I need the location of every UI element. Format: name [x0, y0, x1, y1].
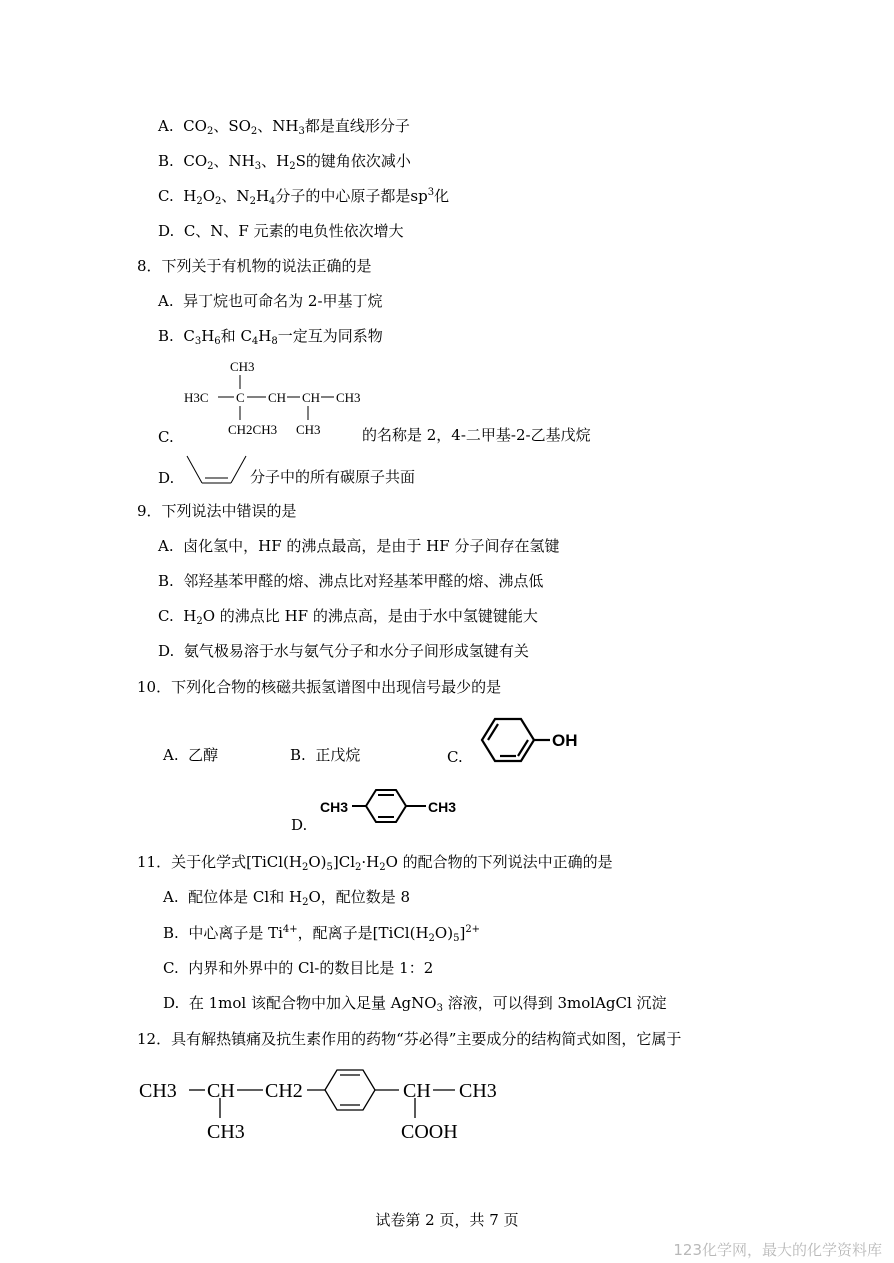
- text: 11．关于化学式[TiCl(H: [137, 853, 302, 871]
- text: 、SO: [213, 117, 251, 135]
- text: H: [255, 187, 270, 205]
- q8-stem: 8．下列关于有机物的说法正确的是: [137, 257, 372, 275]
- text: 、H: [261, 152, 290, 170]
- q8c-structure-diagram: [180, 356, 365, 440]
- q8-option-b: [158, 326, 383, 346]
- text: CO: [183, 152, 208, 170]
- option-label: D.: [158, 222, 175, 240]
- subscript: 2: [302, 897, 309, 908]
- superscript: 2+: [465, 924, 481, 935]
- subscript: 2: [249, 196, 256, 207]
- mol-ch3-bottom: CH3: [296, 422, 321, 437]
- option-text: 卤化氢中，HF 的沸点最高，是由于 HF 分子间存在氢键: [183, 537, 560, 555]
- text: O): [434, 924, 454, 942]
- subscript: 2: [206, 126, 214, 137]
- mol-ch3-top: CH3: [230, 359, 255, 374]
- text: 化: [434, 187, 450, 205]
- option-label: D.: [163, 994, 180, 1012]
- subscript: 2: [250, 126, 258, 137]
- subscript: 2: [428, 933, 435, 944]
- text: O: [202, 187, 216, 205]
- subscript: 3: [436, 1003, 443, 1014]
- text: CO: [183, 117, 207, 135]
- oh-label: OH: [552, 731, 578, 750]
- text: 在 1mol 该配合物中加入足量 AgNO: [188, 994, 437, 1012]
- option-label: D.: [158, 642, 175, 660]
- option-label: B.: [163, 924, 179, 942]
- q8-option-d-text: 分子中的所有碳原子共面: [250, 468, 416, 486]
- q7-option-d: [158, 221, 404, 241]
- option-label: C.: [158, 607, 174, 625]
- q9-option-d: [158, 641, 529, 661]
- text: H: [258, 327, 272, 345]
- text: ]Cl: [332, 853, 355, 871]
- cis-butene-skeleton-icon: [185, 453, 249, 487]
- q9-stem: 9．下列说法中错误的是: [137, 502, 297, 520]
- subscript: 2: [215, 196, 222, 207]
- p-xylene-structure-diagram: [318, 785, 463, 827]
- cooh: COOH: [401, 1121, 458, 1143]
- option-label: A.: [158, 292, 174, 310]
- subscript: 2: [196, 616, 203, 627]
- option-label: B.: [158, 327, 174, 345]
- option-label: A.: [158, 117, 174, 135]
- q9-option-c: [158, 606, 538, 626]
- ch-1: CH: [207, 1080, 235, 1102]
- text: 配位体是 Cl和 H: [188, 888, 303, 906]
- mol-h3c: H3C: [184, 390, 209, 405]
- q10-option-d-label: D.: [291, 816, 308, 834]
- q11-option-d: [163, 993, 667, 1013]
- text: 中心离子是 Ti: [188, 924, 283, 942]
- subscript: 2: [301, 862, 309, 873]
- q11-option-a: [163, 887, 410, 907]
- text: 和 C: [220, 327, 252, 345]
- q12-stem: 12．具有解热镇痛及抗生素作用的药物“芬必得”主要成分的结构简式如图，它属于: [137, 1030, 682, 1048]
- mol-ch2ch3: CH2CH3: [228, 422, 278, 437]
- option-text: 正戊烷: [315, 746, 361, 764]
- phenol-structure-diagram: [470, 710, 590, 770]
- subscript: 3: [254, 161, 262, 172]
- text: S的键角依次减小: [295, 152, 411, 170]
- q11-option-c: [163, 958, 433, 978]
- text: O 的沸点比 HF 的沸点高，是由于水中氢键键能大: [202, 607, 538, 625]
- q10-option-b: [290, 745, 360, 765]
- text: O 的配合物的下列说法中正确的是: [385, 853, 613, 871]
- option-text: 内界和外界中的 Cl-的数目比是 1：2: [188, 959, 434, 977]
- text: ]: [459, 924, 466, 942]
- option-text: 氨气极易溶于水与氨气分子和水分子间形成氢键有关: [183, 642, 529, 660]
- ch3-right: CH3: [428, 799, 457, 815]
- ch3-bottom: CH3: [207, 1121, 245, 1143]
- q7-option-c: [158, 186, 449, 206]
- subscript: 8: [271, 336, 278, 347]
- option-label: B.: [158, 572, 174, 590]
- ch2: CH2: [265, 1080, 303, 1102]
- watermark: 123化学网，最大的化学资料库: [673, 1241, 882, 1259]
- text: O): [308, 853, 327, 871]
- subscript: 4: [251, 336, 259, 347]
- q8-option-a: [158, 291, 383, 311]
- subscript: 2: [289, 161, 296, 172]
- ch-2: CH: [403, 1080, 431, 1102]
- q8-option-c-label: C.: [158, 428, 174, 446]
- option-text: 邻羟基苯甲醛的熔、沸点比对羟基苯甲醛的熔、沸点低: [183, 572, 544, 590]
- q10-option-a: [163, 745, 218, 765]
- q11-stem: [137, 852, 613, 872]
- ibuprofen-structure-diagram: [135, 1062, 515, 1146]
- text: C: [183, 327, 195, 345]
- q10-stem: 10．下列化合物的核磁共振氢谱图中出现信号最少的是: [137, 678, 502, 696]
- ch3-right: CH3: [459, 1080, 497, 1102]
- text: O，配位数是 8: [308, 888, 411, 906]
- mol-ch3-right: CH3: [336, 390, 361, 405]
- subscript: 4: [269, 196, 276, 207]
- text: H: [183, 607, 197, 625]
- q11-option-b: [163, 923, 480, 943]
- subscript: 2: [355, 862, 362, 873]
- text: H: [183, 187, 197, 205]
- q7-option-b: [158, 151, 411, 171]
- subscript: 2: [379, 862, 386, 873]
- mol-c: C: [236, 390, 245, 405]
- option-text: C、N、F 元素的电负性依次增大: [183, 222, 404, 240]
- subscript: 2: [196, 196, 203, 207]
- option-label: A.: [163, 746, 179, 764]
- option-label: A.: [163, 888, 179, 906]
- text: 都是直线形分子: [304, 117, 410, 135]
- text: 分子的中心原子都是sp: [275, 187, 428, 205]
- subscript: 3: [298, 126, 305, 137]
- q9-option-b: [158, 571, 543, 591]
- text: H: [201, 327, 215, 345]
- superscript: 4+: [282, 924, 298, 935]
- ch3-left: CH3: [139, 1080, 177, 1102]
- subscript: 6: [214, 336, 221, 347]
- mol-ch-1: CH: [268, 390, 287, 405]
- q7-option-a: [158, 116, 410, 136]
- superscript: 3: [427, 187, 435, 198]
- option-label: C.: [163, 959, 179, 977]
- option-label: C.: [158, 187, 174, 205]
- text: 、NH: [213, 152, 255, 170]
- subscript: 3: [194, 336, 202, 347]
- option-label: A.: [158, 537, 174, 555]
- q8-option-c-text: 的名称是 2，4-二甲基-2-乙基戊烷: [362, 426, 591, 444]
- subscript: 2: [207, 161, 214, 172]
- option-text: 异丁烷也可命名为 2-甲基丁烷: [183, 292, 383, 310]
- page-footer: 试卷第 2 页，共 7 页: [375, 1211, 519, 1229]
- option-label: B.: [158, 152, 174, 170]
- q9-option-a: [158, 536, 559, 556]
- text: 溶液，可以得到 3molAgCl 沉淀: [442, 994, 667, 1012]
- subscript: 5: [453, 933, 460, 944]
- q10-option-c-label: C.: [447, 748, 463, 766]
- text: 一定互为同系物: [277, 327, 383, 345]
- option-label: B.: [290, 746, 306, 764]
- subscript: 5: [326, 862, 333, 873]
- ch3-left: CH3: [320, 799, 349, 815]
- text: ，配离子是[TiCl(H: [297, 924, 429, 942]
- option-text: 乙醇: [188, 746, 219, 764]
- text: ·H: [361, 853, 380, 871]
- q8-option-d-label: D.: [158, 469, 175, 487]
- mol-ch-2: CH: [302, 390, 321, 405]
- text: 、NH: [257, 117, 299, 135]
- text: 、N: [221, 187, 250, 205]
